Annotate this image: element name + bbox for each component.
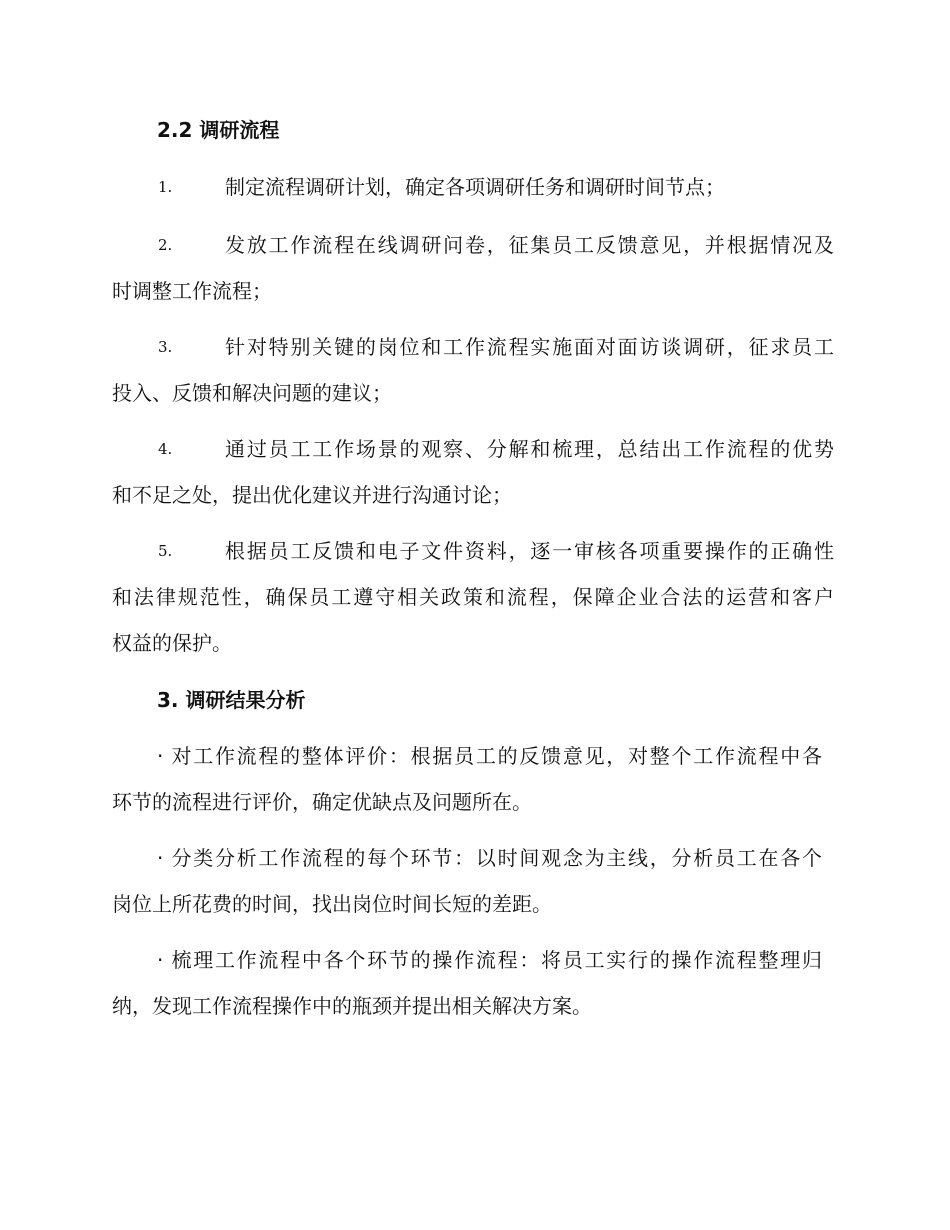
list-number: 4.: [158, 440, 173, 458]
list-item: [112, 528, 834, 666]
paragraph-line: 岗位上所花费的时间，找出岗位时间长短的差距。: [112, 892, 552, 916]
paragraph-line: 权益的保护。: [112, 631, 232, 655]
bullet-paragraph: [112, 835, 822, 927]
list-item: [112, 324, 834, 416]
list-number: 1.: [158, 178, 173, 196]
paragraph-line: 时调整工作流程；: [112, 279, 272, 303]
bullet-paragraph: [112, 937, 822, 1029]
list-item: [112, 426, 834, 518]
section-heading-2-2: 2.2 调研流程: [157, 118, 280, 142]
paragraph-line: · 分类分析工作流程的每个环节：以时间观念为主线，分析员工在各个: [157, 846, 822, 870]
paragraph-line: · 对工作流程的整体评价：根据员工的反馈意见，对整个工作流程中各: [157, 744, 822, 768]
paragraph-line: 发放工作流程在线调研问卷，征集员工反馈意见，并根据情况及: [225, 233, 834, 257]
list-number: 2.: [158, 236, 173, 254]
list-item: [112, 164, 834, 210]
paragraph-line: 针对特别关键的岗位和工作流程实施面对面访谈调研，征求员工: [225, 335, 834, 359]
paragraph-line: 和不足之处，提出优化建议并进行沟通讨论；: [112, 483, 512, 507]
bullet-paragraph: [112, 733, 822, 825]
list-number: 5.: [158, 542, 173, 560]
paragraph-line: · 梳理工作流程中各个环节的操作流程：将员工实行的操作流程整理归: [157, 948, 822, 972]
paragraph-line: 通过员工工作场景的观察、分解和梳理，总结出工作流程的优势: [225, 437, 834, 461]
list-item: [112, 222, 834, 314]
section-heading-3: 3. 调研结果分析: [157, 688, 306, 712]
paragraph-line: 和法律规范性，确保员工遵守相关政策和流程，保障企业合法的运营和客户: [112, 585, 834, 609]
paragraph-line: 根据员工反馈和电子文件资料，逐一审核各项重要操作的正确性: [225, 539, 834, 563]
paragraph-line: 环节的流程进行评价，确定优缺点及问题所在。: [112, 790, 532, 814]
paragraph-line: 制定流程调研计划，确定各项调研任务和调研时间节点；: [225, 175, 725, 199]
paragraph-line: 投入、反馈和解决问题的建议；: [112, 381, 392, 405]
list-number: 3.: [158, 338, 173, 356]
paragraph-line: 纳，发现工作流程操作中的瓶颈并提出相关解决方案。: [112, 994, 592, 1018]
